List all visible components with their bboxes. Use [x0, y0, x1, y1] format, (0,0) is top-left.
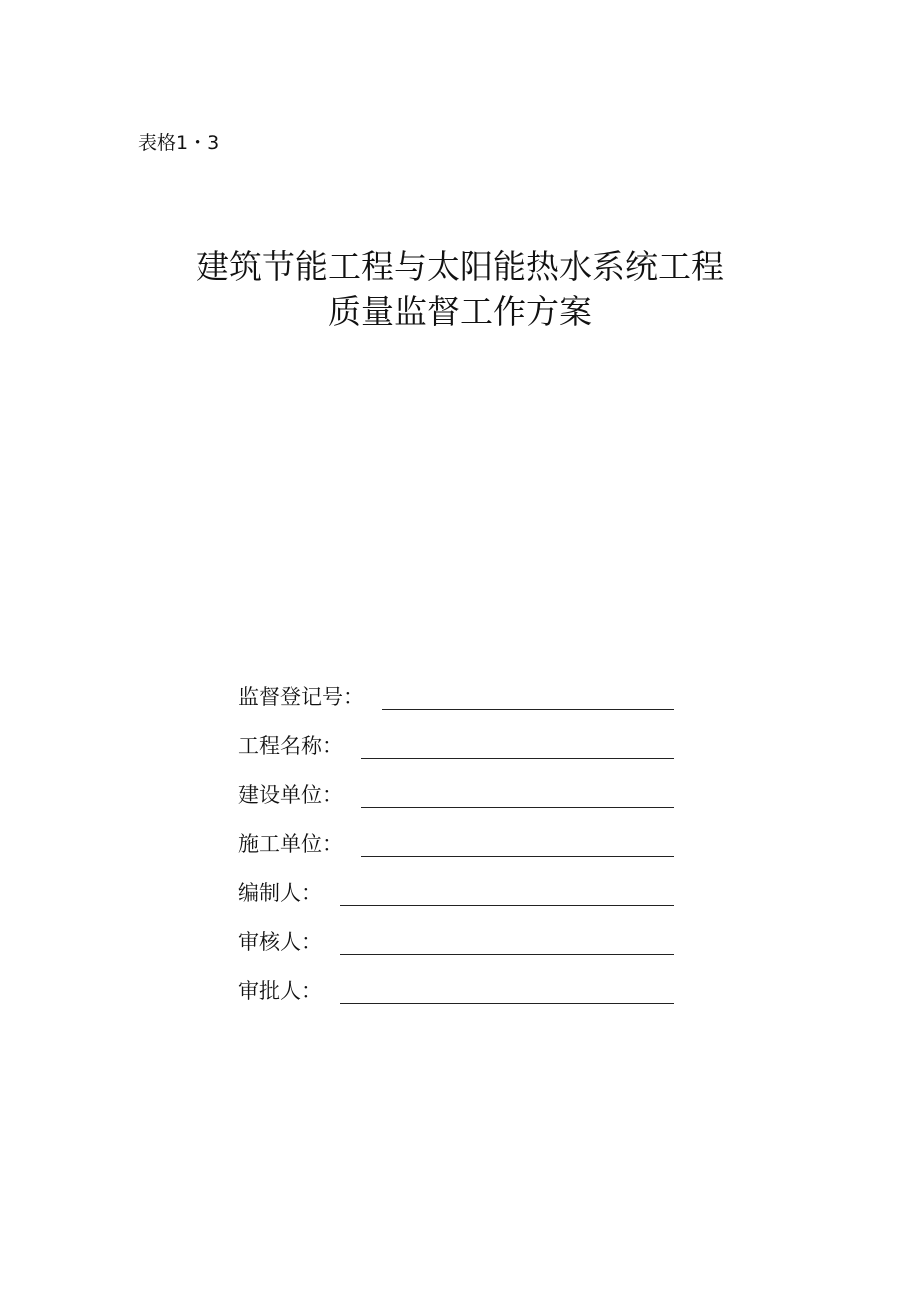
field-blank-supervision-number[interactable] [382, 708, 674, 710]
field-blank-approved-by[interactable] [340, 1002, 674, 1004]
field-row-prepared-by [238, 860, 674, 909]
field-blank-project-name[interactable] [361, 757, 674, 759]
field-row-reviewed-by [238, 909, 674, 958]
form-code: 表格1・3 [138, 132, 220, 154]
field-blank-reviewed-by[interactable] [340, 953, 674, 955]
field-label-contractor: 施工单位： [238, 832, 343, 856]
field-blank-prepared-by[interactable] [340, 904, 674, 906]
field-label-construction-owner: 建设单位： [238, 783, 343, 807]
field-row-project-name [238, 713, 674, 762]
field-label-project-name: 工程名称： [238, 734, 343, 758]
field-label-reviewed-by: 审核人： [238, 930, 322, 954]
info-fields [238, 664, 674, 1007]
field-label-supervision-number: 监督登记号： [238, 685, 364, 709]
field-row-approved-by [238, 958, 674, 1007]
field-row-contractor [238, 811, 674, 860]
field-row-supervision-number [238, 664, 674, 713]
field-row-construction-owner [238, 762, 674, 811]
field-blank-construction-owner[interactable] [361, 806, 674, 808]
title-line-1: 建筑节能工程与太阳能热水系统工程 [196, 247, 724, 286]
title-line-2: 质量监督工作方案 [328, 292, 592, 331]
field-blank-contractor[interactable] [361, 855, 674, 857]
field-label-approved-by: 审批人： [238, 979, 322, 1003]
document-title [0, 244, 920, 334]
field-label-prepared-by: 编制人： [238, 881, 322, 905]
